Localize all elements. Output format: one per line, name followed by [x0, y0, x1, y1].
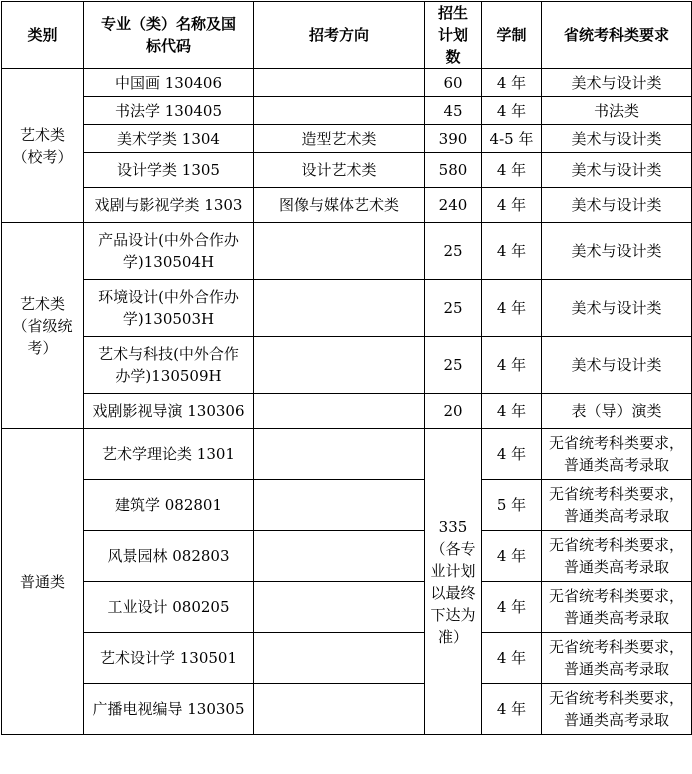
shared-plan-cell: 335（各专业计划以最终下达为准） — [425, 429, 482, 735]
header-duration: 学制 — [482, 2, 542, 69]
duration-cell: 4 年 — [482, 684, 542, 735]
major-cell: 风景园林 082803 — [84, 531, 254, 582]
duration-cell: 4 年 — [482, 633, 542, 684]
duration-cell: 4 年 — [482, 188, 542, 223]
duration-cell: 4 年 — [482, 582, 542, 633]
plan-cell: 20 — [425, 394, 482, 429]
table-row — [2, 337, 692, 394]
plan-cell: 25 — [425, 337, 482, 394]
duration-cell: 4 年 — [482, 280, 542, 337]
major-cell: 戏剧与影视学类 1303 — [84, 188, 254, 223]
major-cell: 中国画 130406 — [84, 69, 254, 97]
major-cell: 建筑学 082801 — [84, 480, 254, 531]
duration-cell: 4 年 — [482, 97, 542, 125]
direction-cell — [254, 684, 425, 735]
table-row — [2, 633, 692, 684]
requirement-cell: 美术与设计类 — [542, 188, 692, 223]
major-cell: 产品设计(中外合作办学)130504H — [84, 223, 254, 280]
direction-cell — [254, 97, 425, 125]
header-requirement: 省统考科类要求 — [542, 2, 692, 69]
table-row — [2, 280, 692, 337]
duration-cell: 4 年 — [482, 337, 542, 394]
table-row — [2, 153, 692, 188]
table-row — [2, 582, 692, 633]
direction-cell — [254, 480, 425, 531]
plan-cell: 25 — [425, 223, 482, 280]
major-cell: 戏剧影视导演 130306 — [84, 394, 254, 429]
plan-cell: 390 — [425, 125, 482, 153]
enrollment-table — [1, 1, 692, 735]
direction-cell — [254, 582, 425, 633]
requirement-cell: 书法类 — [542, 97, 692, 125]
category-cell: 艺术类（校考） — [2, 69, 84, 223]
category-cell: 艺术类（省级统考） — [2, 223, 84, 429]
header-major: 专业（类）名称及国标代码 — [84, 2, 254, 69]
major-cell: 工业设计 080205 — [84, 582, 254, 633]
plan-cell: 25 — [425, 280, 482, 337]
requirement-cell: 无省统考科类要求，普通类高考录取 — [542, 429, 692, 480]
direction-cell — [254, 337, 425, 394]
table-row — [2, 394, 692, 429]
direction-cell — [254, 531, 425, 582]
requirement-cell: 无省统考科类要求，普通类高考录取 — [542, 684, 692, 735]
duration-cell: 4-5 年 — [482, 125, 542, 153]
table-row — [2, 188, 692, 223]
duration-cell: 4 年 — [482, 394, 542, 429]
plan-cell: 45 — [425, 97, 482, 125]
table-row — [2, 531, 692, 582]
duration-cell: 4 年 — [482, 531, 542, 582]
requirement-cell: 美术与设计类 — [542, 280, 692, 337]
category-cell: 普通类 — [2, 429, 84, 735]
major-cell: 艺术与科技(中外合作办学)130509H — [84, 337, 254, 394]
table-row — [2, 97, 692, 125]
requirement-cell: 美术与设计类 — [542, 125, 692, 153]
table-row — [2, 223, 692, 280]
header-direction: 招考方向 — [254, 2, 425, 69]
direction-cell — [254, 429, 425, 480]
plan-cell: 240 — [425, 188, 482, 223]
direction-cell — [254, 223, 425, 280]
direction-cell: 造型艺术类 — [254, 125, 425, 153]
major-cell: 美术学类 1304 — [84, 125, 254, 153]
requirement-cell: 美术与设计类 — [542, 223, 692, 280]
requirement-cell: 无省统考科类要求，普通类高考录取 — [542, 531, 692, 582]
major-cell: 设计学类 1305 — [84, 153, 254, 188]
direction-cell — [254, 633, 425, 684]
requirement-cell: 表（导）演类 — [542, 394, 692, 429]
header-category: 类别 — [2, 2, 84, 69]
table-row — [2, 69, 692, 97]
requirement-cell: 无省统考科类要求，普通类高考录取 — [542, 633, 692, 684]
requirement-cell: 美术与设计类 — [542, 153, 692, 188]
header-row — [2, 2, 692, 69]
major-cell: 书法学 130405 — [84, 97, 254, 125]
requirement-cell: 美术与设计类 — [542, 337, 692, 394]
table-row — [2, 684, 692, 735]
major-cell: 环境设计(中外合作办学)130503H — [84, 280, 254, 337]
table-row — [2, 125, 692, 153]
plan-cell: 580 — [425, 153, 482, 188]
major-cell: 艺术设计学 130501 — [84, 633, 254, 684]
table-row — [2, 429, 692, 480]
duration-cell: 5 年 — [482, 480, 542, 531]
table-row — [2, 480, 692, 531]
header-plan: 招生计划数 — [425, 2, 482, 69]
major-cell: 艺术学理论类 1301 — [84, 429, 254, 480]
direction-cell: 设计艺术类 — [254, 153, 425, 188]
plan-cell: 60 — [425, 69, 482, 97]
direction-cell — [254, 394, 425, 429]
duration-cell: 4 年 — [482, 429, 542, 480]
duration-cell: 4 年 — [482, 69, 542, 97]
duration-cell: 4 年 — [482, 223, 542, 280]
requirement-cell: 无省统考科类要求，普通类高考录取 — [542, 480, 692, 531]
direction-cell: 图像与媒体艺术类 — [254, 188, 425, 223]
requirement-cell: 美术与设计类 — [542, 69, 692, 97]
direction-cell — [254, 280, 425, 337]
direction-cell — [254, 69, 425, 97]
duration-cell: 4 年 — [482, 153, 542, 188]
major-cell: 广播电视编导 130305 — [84, 684, 254, 735]
requirement-cell: 无省统考科类要求，普通类高考录取 — [542, 582, 692, 633]
